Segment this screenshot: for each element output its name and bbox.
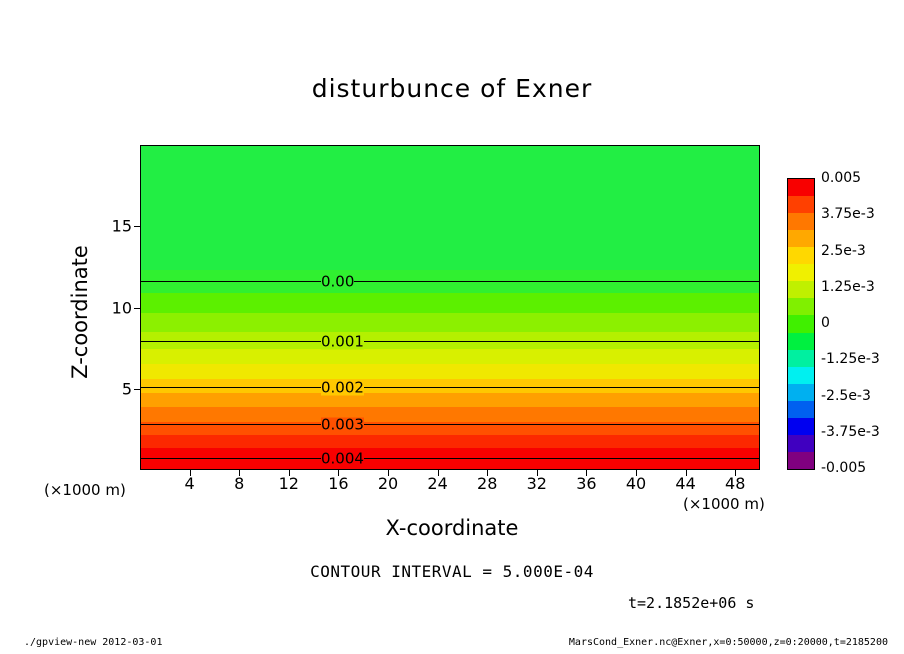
colorbar-segment — [788, 247, 814, 265]
contour-label: 0.003 — [321, 415, 364, 434]
contour-label: 0.004 — [321, 449, 364, 468]
plot-area — [140, 145, 760, 470]
x-tick-label: 40 — [625, 474, 647, 493]
y-tick-label: 5 — [121, 379, 132, 399]
x-tick-label: 32 — [526, 474, 547, 493]
x-axis-unit: (×1000 m) — [683, 495, 765, 513]
y-tick-label: 10 — [111, 298, 132, 317]
footer-right-text: MarsCond_Exner.nc@Exner,x=0:50000,z=0:20000,t=2185200 — [568, 637, 888, 648]
x-tick-label: 16 — [328, 474, 349, 493]
colorbar-segment — [788, 196, 814, 214]
colorbar-tick-label: 0.005 — [821, 170, 862, 186]
colorbar-segment — [788, 367, 814, 385]
colorbar-segment — [788, 230, 814, 248]
colorbar-segment — [788, 213, 814, 231]
contour-band — [141, 146, 759, 270]
colorbar-segment — [788, 179, 814, 197]
colorbar-segment — [788, 333, 814, 351]
colorbar-tick-label: -3.75e-3 — [821, 423, 880, 440]
x-tick-label: 36 — [576, 474, 597, 493]
colorbar-segment — [788, 384, 814, 402]
time-text: t=2.1852e+06 s — [628, 594, 755, 612]
contour-interval-text: CONTOUR INTERVAL = 5.000E-04 — [310, 562, 594, 581]
colorbar-segment — [788, 264, 814, 282]
contour-line — [141, 424, 759, 425]
colorbar-segment — [788, 315, 814, 333]
contour-line — [141, 458, 759, 459]
x-tick-label: 24 — [427, 474, 448, 493]
contour-fill-bands — [141, 146, 759, 469]
contour-line — [141, 387, 759, 388]
y-tick — [134, 389, 140, 390]
colorbar — [787, 178, 815, 470]
colorbar-tick-label: -0.005 — [821, 460, 867, 476]
colorbar-segment — [788, 401, 814, 419]
colorbar-tick-label: 0 — [821, 315, 830, 331]
y-tick — [134, 308, 140, 309]
contour-band — [141, 406, 759, 422]
contour-band — [141, 313, 759, 332]
colorbar-tick-label: 1.25e-3 — [821, 278, 875, 295]
contour-line — [141, 341, 759, 342]
x-tick-label: 12 — [278, 474, 299, 493]
z-axis-unit: (×1000 m) — [44, 481, 126, 499]
contour-line — [141, 281, 759, 282]
x-axis-title: X-coordinate — [385, 516, 519, 540]
contour-band — [141, 392, 759, 406]
x-tick-label: 48 — [725, 474, 746, 493]
contour-band — [141, 434, 759, 448]
x-tick-label: 8 — [234, 474, 245, 493]
colorbar-segment — [788, 435, 814, 453]
colorbar-tick-label: 3.75e-3 — [821, 206, 875, 223]
x-tick-label: 20 — [377, 474, 399, 493]
contour-band — [141, 364, 759, 379]
contour-label: 0.001 — [321, 332, 364, 351]
y-tick — [134, 226, 140, 227]
colorbar-segment — [788, 452, 814, 470]
x-tick-label: 28 — [477, 474, 498, 493]
y-axis-title: Z-coordinate — [68, 245, 92, 379]
colorbar-tick-label: -2.5e-3 — [821, 387, 871, 404]
x-tick-label: 44 — [675, 474, 696, 493]
x-tick-label: 4 — [184, 474, 195, 493]
colorbar-segment — [788, 418, 814, 436]
colorbar-tick-label: 2.5e-3 — [821, 242, 866, 259]
y-tick-label: 15 — [111, 216, 132, 236]
colorbar-segment — [788, 350, 814, 368]
colorbar-segment — [788, 281, 814, 299]
contour-label: 0.002 — [321, 378, 364, 396]
contour-band — [141, 348, 759, 364]
colorbar-segment — [788, 298, 814, 316]
contour-label: 0.00 — [321, 272, 355, 291]
chart-title: disturbunce of Exner — [311, 74, 593, 103]
footer-left-text: ./gpview-new 2012-03-01 — [24, 637, 163, 648]
contour-band — [141, 292, 759, 313]
colorbar-tick-label: -1.25e-3 — [821, 351, 880, 368]
